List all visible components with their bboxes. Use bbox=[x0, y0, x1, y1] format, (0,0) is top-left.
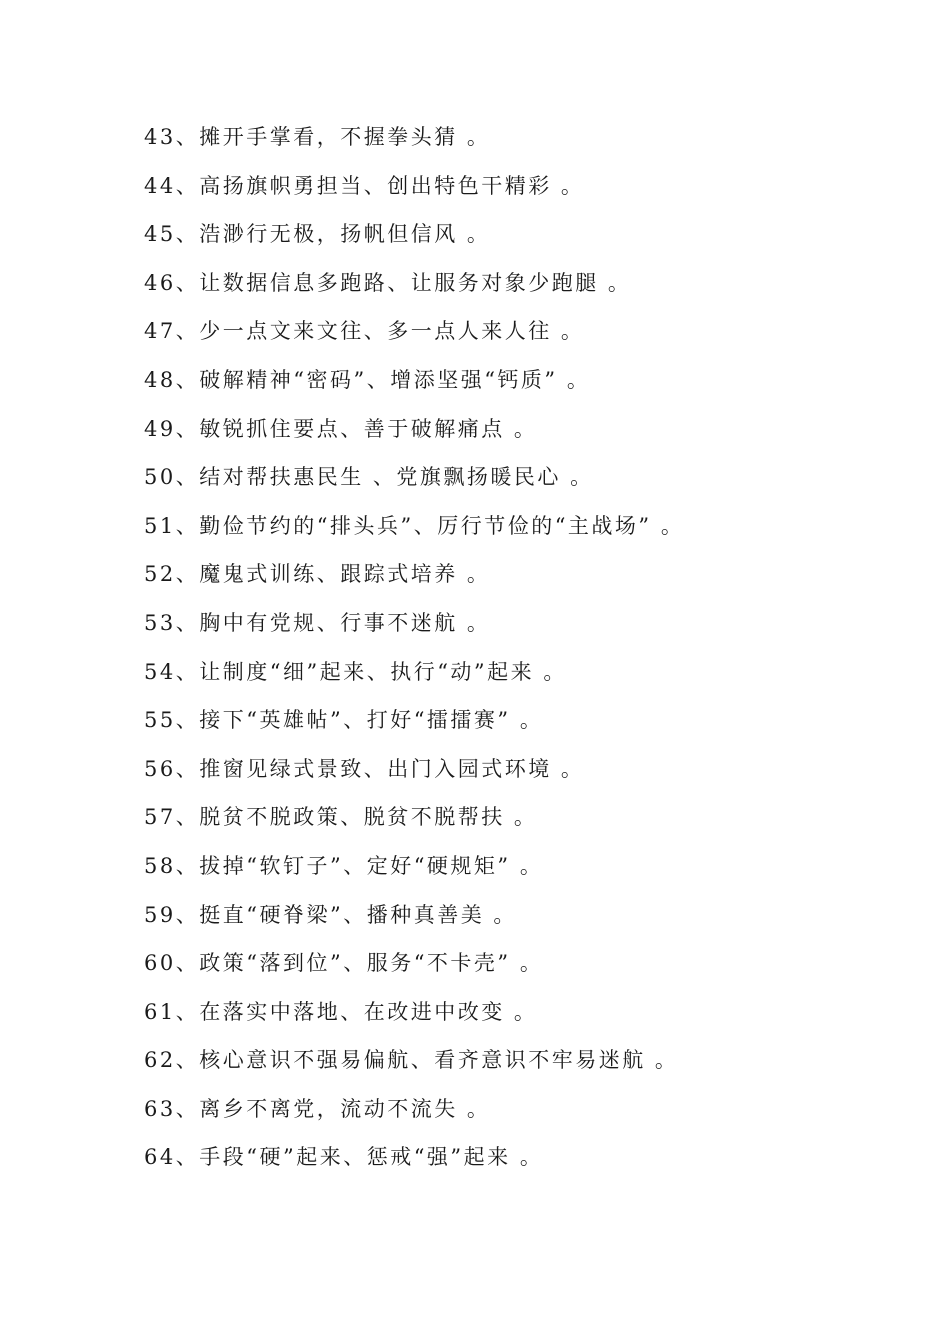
list-item: 49、敏锐抓住要点、善于破解痛点 。 bbox=[144, 416, 538, 441]
list-item: 60、政策“落到位”、服务“不卡壳” 。 bbox=[144, 951, 544, 976]
list-item: 45、浩渺行无极，扬帆但信风 。 bbox=[144, 222, 491, 247]
list-item: 53、胸中有党规、行事不迷航 。 bbox=[144, 610, 491, 635]
list-item: 57、脱贫不脱政策、脱贫不脱帮扶 。 bbox=[144, 805, 538, 830]
slogan-list bbox=[144, 118, 684, 1187]
list-item: 59、挺直“硬脊梁”、播种真善美 。 bbox=[144, 902, 517, 927]
list-item: 54、让制度“细”起来、执行“动”起来 。 bbox=[144, 659, 567, 684]
list-item: 50、结对帮扶惠民生 、党旗飘扬暖民心 。 bbox=[144, 465, 594, 490]
list-item: 43、摊开手掌看，不握拳头猜 。 bbox=[144, 125, 491, 149]
list-item: 58、拔掉“软钉子”、定好“硬规矩” 。 bbox=[144, 853, 544, 878]
list-item: 63、离乡不离党，流动不流失 。 bbox=[144, 1096, 491, 1121]
list-item: 48、破解精神“密码”、增添坚强“钙质” 。 bbox=[144, 367, 591, 392]
list-item: 62、核心意识不强易偏航、看齐意识不牢易迷航 。 bbox=[144, 1048, 679, 1073]
list-item: 47、少一点文来文往、多一点人来人往 。 bbox=[144, 319, 585, 344]
list-item: 56、推窗见绿式景致、出门入园式环境 。 bbox=[144, 756, 585, 781]
list-item: 52、魔鬼式训练、跟踪式培养 。 bbox=[144, 562, 491, 587]
list-item: 51、勤俭节约的“排头兵”、厉行节俭的“主战场” 。 bbox=[144, 513, 685, 538]
list-item: 61、在落实中落地、在改进中改变 。 bbox=[144, 999, 538, 1024]
list-item: 46、让数据信息多跑路、让服务对象少跑腿 。 bbox=[144, 270, 632, 295]
list-item: 64、手段“硬”起来、惩戒“强”起来 。 bbox=[144, 1145, 544, 1170]
list-item: 55、接下“英雄帖”、打好“擂擂赛” 。 bbox=[144, 708, 544, 733]
list-item: 44、高扬旗帜勇担当、创出特色干精彩 。 bbox=[144, 173, 585, 198]
